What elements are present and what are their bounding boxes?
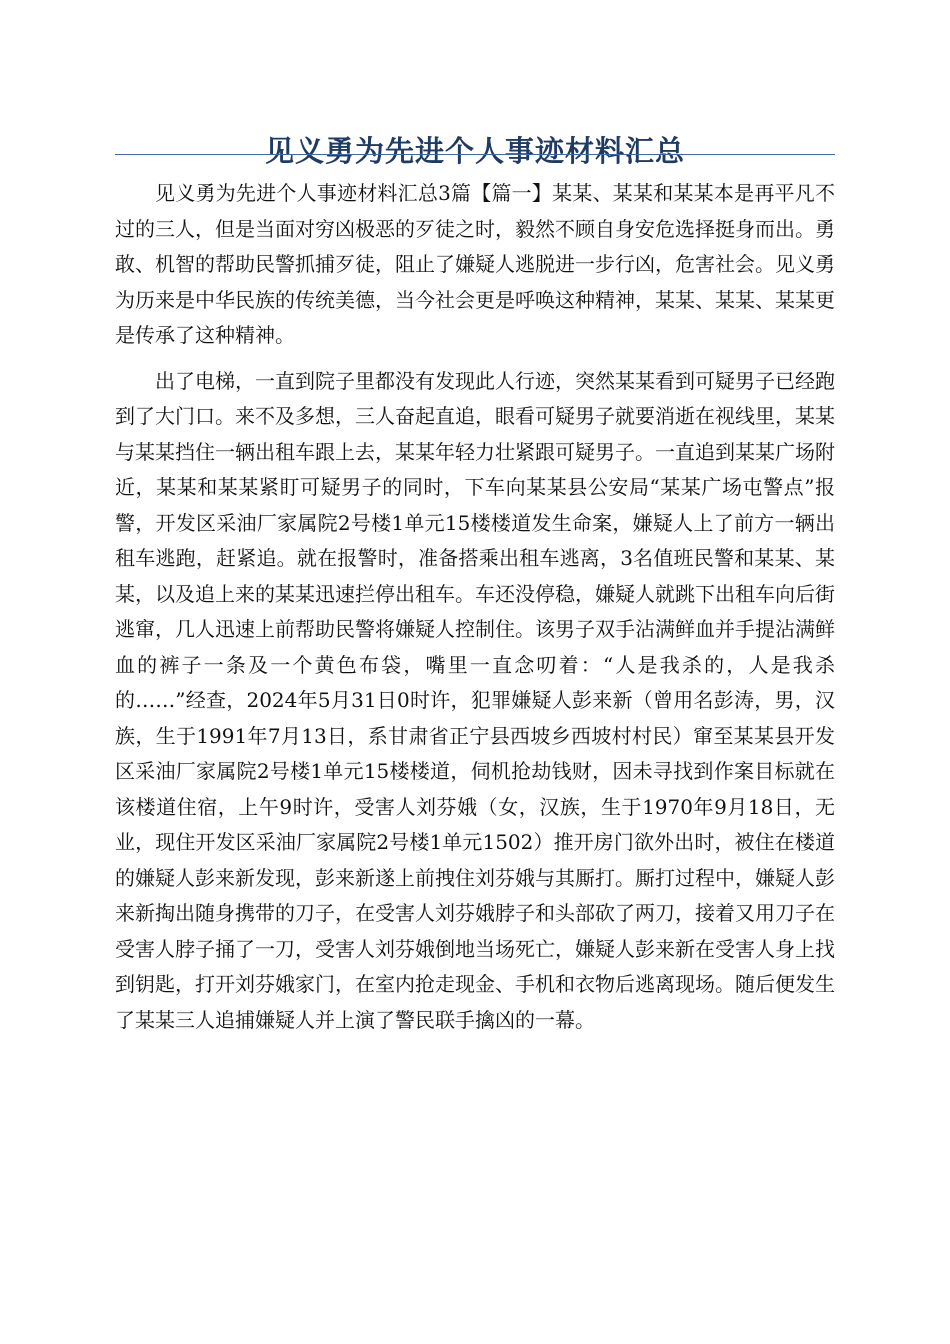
paragraph-1: 见义勇为先进个人事迹材料汇总3篇【篇一】某某、某某和某某本是再平凡不过的三人，但是当面对穷凶极恶的歹徒之时，毅然不顾自身安危选择挺身而出。勇敢、机智的帮助民警抓捕歹徒，阻止了嫌疑人逃脱进一步行凶，危害社会。见义勇为历来是中华民族的传统美德，当今社会更是呼唤这种精神，某某、某某、某某更是传承了这种精神。 <box>115 181 835 347</box>
paragraph-2: 出了电梯，一直到院子里都没有发现此人行迹，突然某某看到可疑男子已经跑到了大门口。来不及多想，三人奋起直追，眼看可疑男子就要消逝在视线里，某某与某某挡住一辆出租车跟上去，某某年轻力壮紧跟可疑男子。一直追到某某广场附近，某某和某某紧盯可疑男子的同时，下车向某某县公安局“某某广场屯警点”报警，开发区采油厂家属院2号楼1单元15楼楼道发生命案，嫌疑人上了前方一辆出租车逃跑，赶紧追。就在报警时，准备搭乘出租车逃离，3名值班民警和某某、某某，以及追上来的某某迅速拦停出租车。车还没停稳，嫌疑人就跳下出租车向后街逃窜，几人迅速上前帮助民警将嫌疑人控制住。该男子双手沾满鲜血并手提沾满鲜血的裤子一条及一个黄色布袋，嘴里一直念叨着：“人是我杀的，人是我杀的……”经查，2024年5月31日0时许，犯罪嫌疑人彭来新（曾用名彭涛，男，汉族，生于1991年7月13日，系甘肃省正宁县西坡乡西坡村村民）窜至某某县开发区采油厂家属院2号楼1单元15楼楼道，伺机抢劫钱财，因未寻找到作案目标就在该楼道住宿，上午9时许，受害人刘芬娥（女，汉族，生于1970年9月18日，无业，现住开发区采油厂家属院2号楼1单元1502）推开房门欲外出时，被住在楼道的嫌疑人彭来新发现，彭来新遂上前拽住刘芬娥与其厮打。厮打过程中，嫌疑人彭来新掏出随身携带的刀子，在受害人刘芬娥脖子和头部砍了两刀，接着又用刀子在受害人脖子捅了一刀，受害人刘芬娥倒地当场死亡，嫌疑人彭来新在受害人身上找到钥匙，打开刘芬娥家门，在室内抢走现金、手机和衣物后逃离现场。随后便发生了某某三人追捕嫌疑人并上演了警民联手擒凶的一幕。 <box>115 368 835 1032</box>
document-title: 见义勇为先进个人事迹材料汇总 <box>264 134 685 169</box>
title-underline <box>115 154 835 155</box>
document-body <box>115 176 835 1048</box>
